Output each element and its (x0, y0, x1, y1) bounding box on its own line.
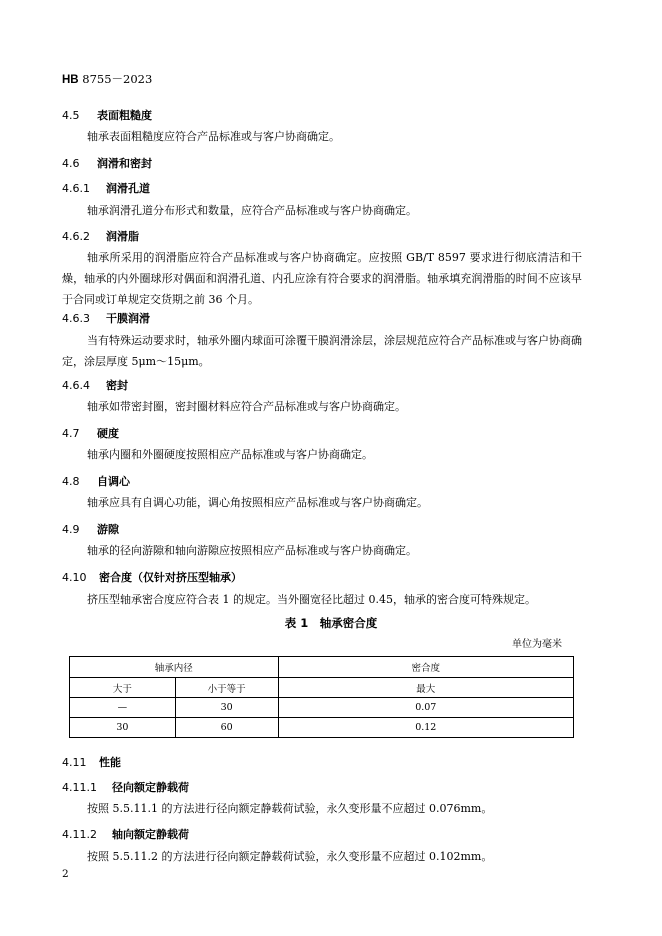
table-cell: 30 (70, 718, 176, 738)
section-title: 表面粗糙度 (97, 109, 152, 122)
section-heading (62, 180, 150, 196)
table-sub-header-row (70, 678, 574, 698)
section-number: 4.9 (62, 523, 80, 536)
section-heading (62, 779, 189, 795)
section-number: 4.8 (62, 475, 80, 488)
section-number: 4.6.1 (62, 182, 90, 195)
section-heading (62, 377, 128, 393)
section-title: 润滑和密封 (97, 157, 152, 170)
section-paragraph: 轴承所采用的润滑脂应符合产品标准或与客户协商确定。应按照 GB/T 8597 要求进行彻底清洁和干燥，轴承的内外圈球形对偶面和润滑孔道、内孔应涂有符合要求的润滑脂。轴承填充润滑脂的时间不应该早于合同或订单规定交货期之前 36 个月。 (62, 251, 582, 306)
section-number: 4.6.4 (62, 379, 90, 392)
section-paragraph: 按照 5.5.11.2 的方法进行径向额定静载荷试验，永久变形量不应超过 0.102mm。 (87, 850, 493, 863)
page-number: 2 (62, 868, 69, 880)
table-header-cell: 最大 (278, 678, 573, 698)
section-paragraph: 轴承润滑孔道分布形式和数量，应符合产品标准或与客户协商确定。 (87, 204, 417, 217)
section-paragraph: 轴承表面粗糙度应符合产品标准或与客户协商确定。 (87, 130, 340, 143)
section-title: 性能 (99, 756, 121, 769)
section-title: 游隙 (97, 523, 119, 536)
table-cell: — (70, 698, 176, 718)
table-caption: 表 1 轴承密合度 (284, 616, 378, 630)
section-paragraph: 轴承的径向游隙和轴向游隙应按照相应产品标准或与客户协商确定。 (87, 544, 417, 557)
section-heading (62, 569, 242, 585)
section-number: 4.11 (62, 756, 87, 769)
section-heading (62, 754, 121, 770)
section-heading (62, 228, 139, 244)
section-heading (62, 310, 150, 326)
section-number: 4.7 (62, 427, 80, 440)
section-paragraph: 按照 5.5.11.1 的方法进行径向额定静载荷试验，永久变形量不应超过 0.076mm。 (87, 802, 493, 815)
standard-code: HB (62, 74, 79, 86)
section-number: 4.11.1 (62, 781, 97, 794)
table-row (70, 718, 574, 738)
table-cell: 0.12 (278, 718, 573, 738)
section-number: 4.11.2 (62, 828, 97, 841)
section-number: 4.6.3 (62, 312, 90, 325)
section-title: 润滑脂 (106, 230, 139, 243)
section-heading (62, 473, 130, 489)
section-number: 4.6.2 (62, 230, 90, 243)
section-title: 润滑孔道 (106, 182, 150, 195)
section-title: 密封 (106, 379, 128, 392)
section-heading (62, 425, 119, 441)
section-number: 4.10 (62, 571, 87, 584)
section-number: 4.5 (62, 109, 80, 122)
table-cell: 60 (175, 718, 278, 738)
section-paragraph: 轴承应具有自调心功能，调心角按照相应产品标准或与客户协商确定。 (87, 496, 428, 509)
section-title: 硬度 (97, 427, 119, 440)
section-heading (62, 155, 152, 171)
table-header-cell: 大于 (70, 678, 176, 698)
section-title: 轴向额定静载荷 (112, 828, 189, 841)
table-header-cell: 小于等于 (175, 678, 278, 698)
table-cell: 0.07 (278, 698, 573, 718)
table-cell: 30 (175, 698, 278, 718)
section-heading (62, 521, 119, 537)
table-header-cell: 密合度 (278, 657, 573, 678)
section-title: 自调心 (97, 475, 130, 488)
table-group-header-row (70, 657, 574, 678)
section-title: 密合度（仅针对挤压型轴承） (99, 571, 242, 584)
section-heading (62, 107, 152, 123)
section-paragraph: 挤压型轴承密合度应符合表 1 的规定。当外圈宽径比超过 0.45，轴承的密合度可特殊规定。 (87, 593, 536, 606)
section-heading (62, 826, 189, 842)
table-header-cell: 轴承内径 (70, 657, 279, 678)
document-header (62, 71, 152, 87)
fit-table (69, 656, 574, 738)
section-paragraph: 轴承内圈和外圈硬度按照相应产品标准或与客户协商确定。 (87, 448, 373, 461)
table-row (70, 698, 574, 718)
section-title: 干膜润滑 (106, 312, 150, 325)
section-paragraph: 当有特殊运动要求时，轴承外圈内球面可涂覆干膜润滑涂层，涂层规范应符合产品标准或与客户协商确定，涂层厚度 5μm～15μm。 (62, 334, 582, 368)
section-paragraph: 轴承如带密封圈，密封圈材料应符合产品标准或与客户协商确定。 (87, 400, 406, 413)
section-title: 径向额定静载荷 (112, 781, 189, 794)
section-number: 4.6 (62, 157, 80, 170)
standard-number: 8755－2023 (82, 72, 153, 86)
table-unit: 单位为毫米 (512, 639, 562, 650)
